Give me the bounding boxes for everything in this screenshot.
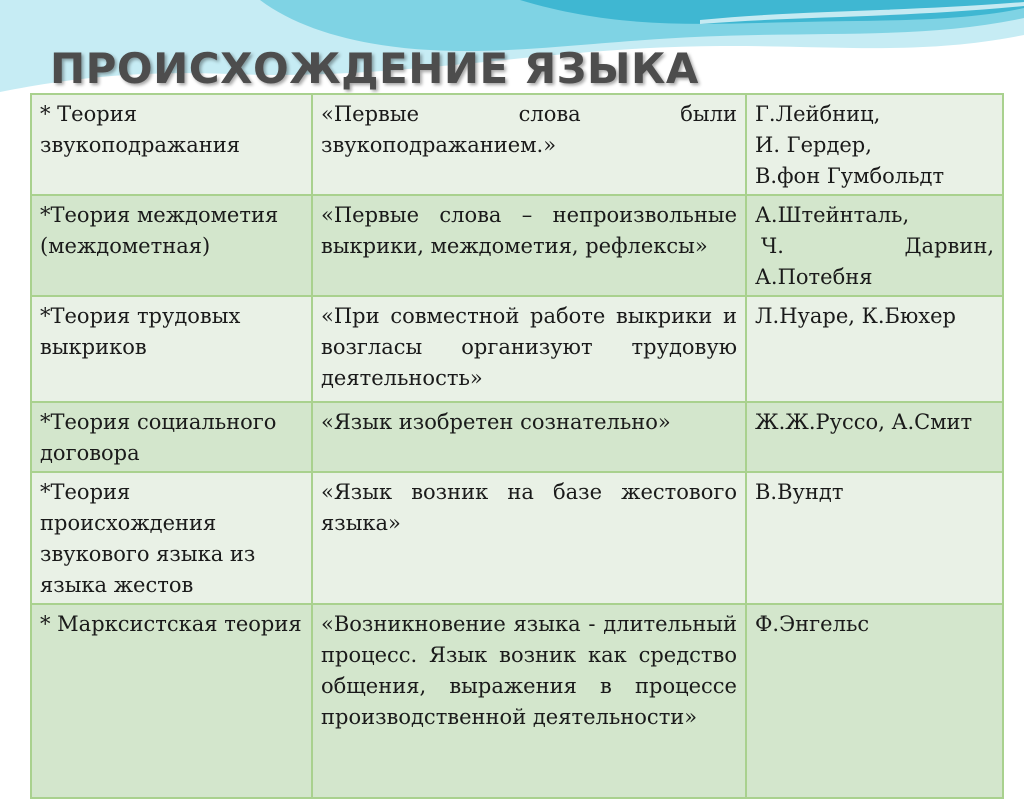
authors-cell — [746, 195, 1003, 296]
theory-cell: * Марксистская теория — [31, 604, 312, 798]
table-row — [31, 402, 1003, 472]
author: И. Гердер, — [755, 133, 872, 157]
author: А.Потебня — [755, 265, 873, 289]
theory-cell: *Теория трудовых выкриков — [31, 296, 312, 402]
author: Ф.Энгельс — [755, 612, 870, 636]
statement-cell: «Язык изобретен сознательно» — [312, 402, 746, 472]
author: Г.Лейбниц, — [755, 102, 881, 126]
theory-cell: *Теория социального договора — [31, 402, 312, 472]
authors-cell — [746, 402, 1003, 472]
language-origin-table — [30, 93, 1004, 799]
statement-cell: «При совместной работе выкрики и возгласы организуют трудовую деятельность» — [312, 296, 746, 402]
table-row — [31, 195, 1003, 296]
table-row — [31, 296, 1003, 402]
table-row — [31, 604, 1003, 798]
table-row — [31, 94, 1003, 195]
theory-cell: *Теория происхождения звукового языка из языка жестов — [31, 472, 312, 604]
statement-cell: «Язык возник на базе жестового языка» — [312, 472, 746, 604]
theory-cell: * Теория звукоподражания — [31, 94, 312, 195]
authors-cell — [746, 472, 1003, 604]
authors-cell — [746, 94, 1003, 195]
table-row — [31, 472, 1003, 604]
author: Ч. Дарвин, — [761, 234, 994, 258]
statement-cell: «Возникновение языка - длительный процесс. Язык возник как средство общения, выражения в процессе производственной деятельности» — [312, 604, 746, 798]
authors-cell — [746, 296, 1003, 402]
author: Л.Нуаре, К.Бюхер — [755, 304, 956, 328]
author: В.фон Гумбольдт — [755, 164, 945, 188]
statement-cell: «Первые слова были звукоподражанием.» — [312, 94, 746, 195]
authors-cell — [746, 604, 1003, 798]
author: В.Вундт — [755, 480, 844, 504]
theory-cell: *Теория междометия (междометная) — [31, 195, 312, 296]
author: Ж.Ж.Руссо, А.Смит — [755, 410, 973, 434]
author: А.Штейнталь, — [755, 203, 910, 227]
statement-cell: «Первые слова – непроизвольные выкрики, междометия, рефлексы» — [312, 195, 746, 296]
slide-title: ПРОИСХОЖДЕНИЕ ЯЗЫКА — [50, 44, 699, 93]
